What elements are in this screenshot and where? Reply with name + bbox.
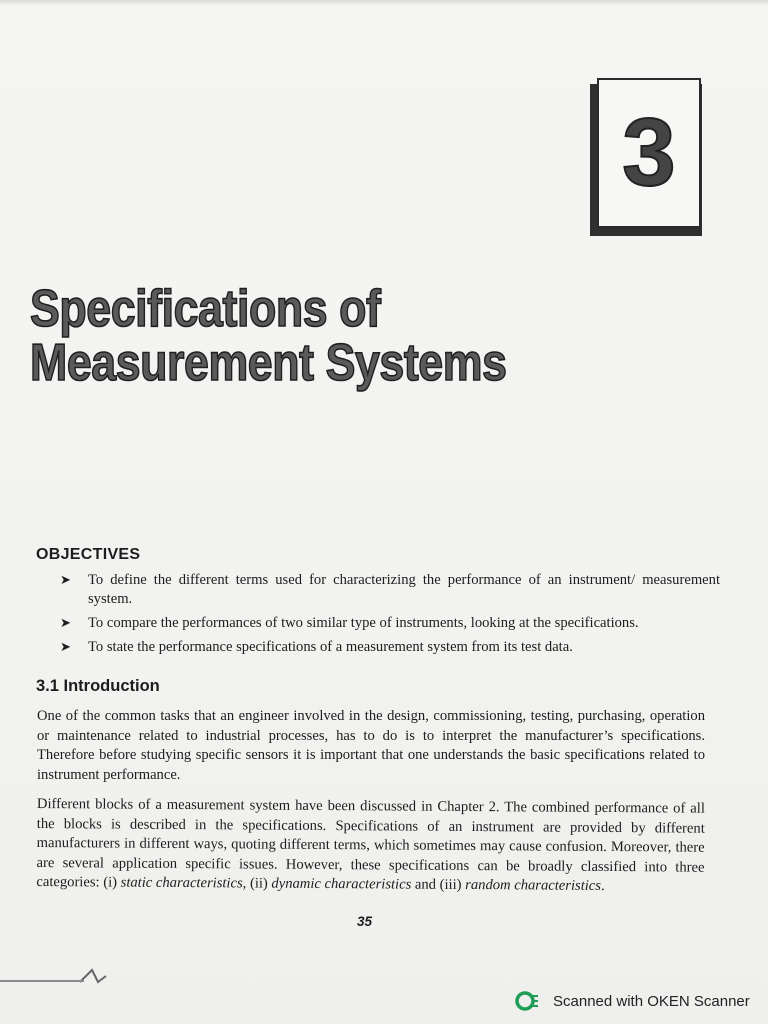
chapter-number-box (597, 78, 701, 228)
chapter-title-line1: Specifications of (30, 280, 381, 338)
scan-artifact-mark (78, 966, 128, 986)
intro-paragraph-1: One of the common tasks that an engineer involved in the design, commissioning, testing, purchasing, operation or maintenance related to industrial processes, has to do is to interpret the manufacturer’s specifications. Therefore before studying specific sensors it is important that one understands the basic specifications related to instrument performance. (37, 708, 705, 783)
objective-item (60, 638, 720, 657)
para2-text: and (iii) (411, 876, 466, 893)
para2-text: Different blocks of a measurement system have been discussed in Chapter 2. The combined performance of all the blocks is described in the specifications. Specifications of an instrument are provided by different manufacturers in different ways, quoting different terms, which sometimes may cause confusion. Moreover, there are several application specific issues. However, these specifications can be broadly classified into three categories: (i) (36, 796, 705, 891)
dynamic-characteristics-term: dynamic characteristics (271, 875, 412, 893)
para2-text: . (600, 877, 605, 894)
random-characteristics-term: random characteristics (465, 876, 602, 894)
objective-text: To define the different terms used for characterizing the performance of an instrument/ measurement system. (88, 572, 720, 607)
chapter-title (30, 282, 512, 390)
scanner-watermark (515, 990, 750, 1012)
intro-paragraph-2 (36, 795, 705, 897)
arrow-bullet-icon: ➤ (60, 573, 71, 588)
static-characteristics-term: static characteristics (120, 874, 243, 892)
objectives-list (60, 571, 720, 662)
objective-text: To state the performance specifications of a measurement system from its test data. (88, 639, 573, 655)
objective-item (60, 614, 720, 633)
para2-text: , (ii) (242, 875, 272, 892)
arrow-bullet-icon: ➤ (60, 640, 71, 655)
chapter-number: 3 (622, 99, 676, 206)
chapter-title-line2: Measurement Systems (30, 334, 507, 392)
page-edge-shadow (0, 0, 768, 6)
objective-item (60, 571, 720, 609)
objectives-heading: OBJECTIVES (36, 546, 141, 563)
scan-artifact-line (0, 980, 84, 982)
objective-text: To compare the performances of two similar type of instruments, looking at the specifications. (88, 615, 639, 631)
watermark-text: Scanned with OKEN Scanner (553, 992, 750, 1010)
okens-logo-icon (515, 990, 539, 1012)
section-heading: 3.1 Introduction (36, 677, 160, 695)
page-number: 35 (357, 914, 373, 929)
arrow-bullet-icon: ➤ (60, 616, 71, 631)
